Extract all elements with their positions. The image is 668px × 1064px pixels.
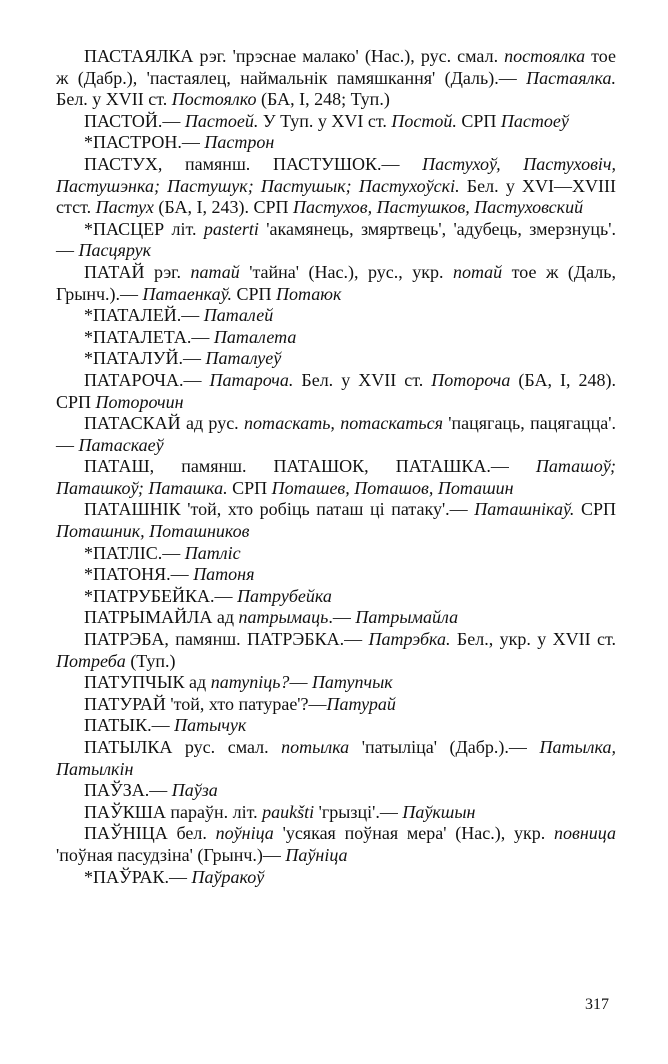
dictionary-entry	[56, 219, 616, 262]
entry-text: ПАТАСКАЙ ад рус.	[84, 413, 245, 434]
dictionary-entry	[56, 370, 616, 413]
entry-text: *ПАТРУБЕЙКА.—	[84, 585, 238, 606]
dictionary-entry	[56, 586, 616, 608]
entry-italic-text: Постой.	[391, 110, 457, 131]
entry-italic-text: Паўніца	[285, 844, 348, 865]
entry-text: Бел. у XVII ст.	[293, 369, 432, 390]
entry-text: СРП	[227, 477, 272, 498]
entry-italic-text: поўніца	[215, 823, 274, 844]
entry-italic-text: повница	[554, 823, 616, 844]
entry-italic-text: Патупчык	[311, 672, 393, 693]
entry-text: ПАТАЙ рэг.	[84, 261, 191, 282]
entry-text: ПАТУПЧЫК ад	[84, 672, 211, 693]
entry-italic-text: Патаскаеў	[78, 434, 164, 455]
entry-italic-text: Патрэбка.	[368, 629, 451, 650]
dictionary-entry	[56, 715, 616, 737]
entry-italic-text: Патрубейка	[237, 585, 332, 606]
dictionary-page	[56, 46, 616, 888]
entry-text: ПАТРЫМАЙЛА ад	[84, 607, 239, 628]
dictionary-entry	[56, 543, 616, 565]
entry-italic-text: Паталуеў	[205, 348, 282, 369]
dictionary-entry	[56, 694, 616, 716]
entry-italic-text: Потреба	[56, 650, 126, 671]
dictionary-entry	[56, 111, 616, 133]
dictionary-entry	[56, 154, 616, 219]
entry-italic-text: Поташев, Поташов, Поташин	[271, 477, 514, 498]
dictionary-entry	[56, 456, 616, 499]
entry-italic-text: Патрымайла	[355, 607, 459, 628]
dictionary-entry	[56, 413, 616, 456]
entry-text: ПАЎКША параўн. літ.	[84, 801, 263, 822]
dictionary-entry	[56, 823, 616, 866]
entry-italic-text: Пасцярук	[78, 240, 152, 261]
entry-italic-text: Пастухов, Пастушков, Пастуховский	[292, 197, 584, 218]
entry-italic-text: постоялка	[504, 46, 586, 66]
entry-text: 'патыліца' (Дабр.).—	[349, 737, 540, 757]
entry-text: ПАТУРАЙ 'той, хто патурае'?—	[84, 693, 327, 714]
entry-text: 'грызці'.—	[314, 801, 403, 822]
entry-italic-text: Поторочин	[95, 391, 184, 412]
entry-italic-text: Поташник, Поташников	[56, 521, 250, 542]
entry-italic-text: Паўракоў	[191, 866, 265, 887]
entry-text: ПАСТУХ, памянш. ПАСТУШОК.—	[84, 153, 423, 174]
entry-text: *ПАТЛІС.—	[84, 542, 185, 563]
entry-italic-text: Пастрон	[204, 132, 275, 153]
entry-italic-text: патрымаць	[238, 607, 329, 628]
dictionary-entry	[56, 629, 616, 672]
entry-italic-text: Патаенкаў.	[142, 283, 233, 304]
entry-italic-text: Паўкшын	[402, 801, 476, 822]
entry-text: ПАСТОЙ.—	[84, 110, 185, 131]
entry-text: ПАТЫЛКА рус. смал.	[84, 737, 282, 757]
entry-text: ПАТЫК.—	[84, 715, 175, 736]
entry-italic-text: Пастаялка.	[526, 67, 616, 88]
entry-text: ПАСТАЯЛКА рэг. 'прэснае малако' (Нас.), рус. смал.	[84, 46, 505, 66]
entry-text: (Туп.)	[125, 650, 176, 671]
dictionary-entry	[56, 672, 616, 694]
entry-italic-text: Пастух	[95, 197, 154, 218]
entry-text: 'тайна' (Нас.), рус., укр.	[239, 261, 453, 282]
entry-italic-text: патай	[190, 261, 240, 282]
entry-italic-text: paukšti	[262, 801, 315, 822]
entry-text: *ПАСТРОН.—	[84, 132, 205, 153]
entry-italic-text: Паўза	[171, 780, 218, 801]
entry-italic-text: Патоня	[193, 564, 255, 585]
entry-text: СРП	[456, 110, 501, 131]
entry-text: ПАЎНІЦА бел.	[84, 823, 216, 844]
entry-text: Бел., укр. у XVII ст.	[450, 629, 616, 650]
entry-text: *ПАТОНЯ.—	[84, 564, 194, 585]
entry-italic-text: Пастоеў	[500, 110, 569, 131]
entry-text: ПАТАШ, памянш. ПАТАШОК, ПАТАШКА.—	[84, 456, 536, 477]
entry-text: СРП	[574, 499, 616, 520]
entry-text: СРП	[232, 283, 277, 304]
entry-text: ПАТРЭБА, памянш. ПАТРЭБКА.—	[84, 629, 369, 650]
entry-text: ПАТАРОЧА.—	[84, 369, 210, 390]
entry-italic-text: потаскать, потаскаться	[244, 413, 443, 434]
entry-text: ПАТАШНІК 'той, хто робіць паташ ці патаку'.—	[84, 499, 475, 520]
entry-italic-text: Паташнікаў.	[474, 499, 575, 520]
entry-italic-text: Пастоей.	[184, 110, 259, 131]
entry-italic-text: Паталей	[203, 305, 274, 326]
entry-text: *ПАТАЛЕЙ.—	[84, 305, 204, 326]
entry-italic-text: Патычук	[174, 715, 247, 736]
entry-italic-text: Потаюк	[276, 283, 342, 304]
dictionary-entry	[56, 327, 616, 349]
entry-italic-text: Постоялко	[171, 89, 257, 110]
entry-text: ПАЎЗА.—	[84, 780, 172, 801]
entry-italic-text: потылка	[281, 737, 350, 757]
entry-italic-text: Паташоў; Паташкоў; Паташка.	[56, 456, 616, 498]
entry-text: тое ж (Дабр.), 'пастаялец, наймальнік памяшкання' (Даль).—	[56, 46, 616, 88]
entry-text: Бел. у XVI—XVIII стст.	[56, 175, 617, 218]
dictionary-entry	[56, 348, 616, 370]
entry-text: (БА, I, 248; Туп.)	[256, 89, 390, 110]
entry-text: *ПАСЦЕР літ.	[84, 218, 204, 239]
page-number: 317	[585, 996, 609, 1013]
entry-text: *ПАЎРАК.—	[84, 866, 192, 887]
entry-italic-text: Патароча.	[209, 369, 294, 390]
dictionary-entry	[56, 305, 616, 327]
entry-text: (БА, I, 248). СРП	[56, 369, 616, 412]
entry-text: *ПАТАЛУЙ.—	[84, 348, 206, 369]
entry-text: У Туп. у XVI ст.	[258, 110, 392, 131]
dictionary-entry	[56, 262, 616, 305]
entry-text: Бел. у XVII ст.	[56, 89, 172, 110]
dictionary-entry	[56, 737, 616, 780]
entry-text: 'акамянець, змяртвець', 'адубець, змерзнуць'.—	[56, 218, 617, 261]
entry-italic-text: Паталета	[213, 326, 297, 347]
entry-italic-text: Потороча	[431, 369, 511, 390]
dictionary-entry	[56, 802, 616, 824]
entry-text: 'пацягаць, пацягацца'.—	[56, 413, 616, 455]
dictionary-entry	[56, 564, 616, 586]
dictionary-entry	[56, 607, 616, 629]
entry-text: .—	[328, 607, 356, 628]
entry-italic-text: pasterti	[203, 218, 259, 239]
dictionary-entry	[56, 132, 616, 154]
dictionary-entry	[56, 499, 616, 542]
entry-text: —	[289, 672, 312, 693]
entry-italic-text: патупіць?	[210, 672, 290, 693]
entry-text: 'усякая поўная мера' (Нас.), укр.	[273, 823, 555, 844]
entry-italic-text: Патылка, Патылкін	[56, 737, 616, 779]
entry-italic-text: Патліс	[184, 542, 241, 563]
entry-italic-text: Патурай	[326, 693, 396, 714]
entry-text: 'поўная пасудзіна' (Грынч.)—	[56, 844, 286, 865]
entry-text: *ПАТАЛЕТА.—	[84, 326, 214, 347]
entry-italic-text: потай	[452, 261, 503, 282]
dictionary-entry	[56, 867, 616, 889]
dictionary-entry	[56, 780, 616, 802]
entry-text: тое ж (Даль, Грынч.).—	[56, 261, 616, 304]
entry-italic-text: Пастухоў, Пастуховіч, Пастушэнка; Пастушук; Пастушык; Пастухоўскі.	[56, 153, 616, 196]
entry-text: (БА, I, 243). СРП	[153, 197, 293, 218]
dictionary-entry	[56, 46, 616, 111]
